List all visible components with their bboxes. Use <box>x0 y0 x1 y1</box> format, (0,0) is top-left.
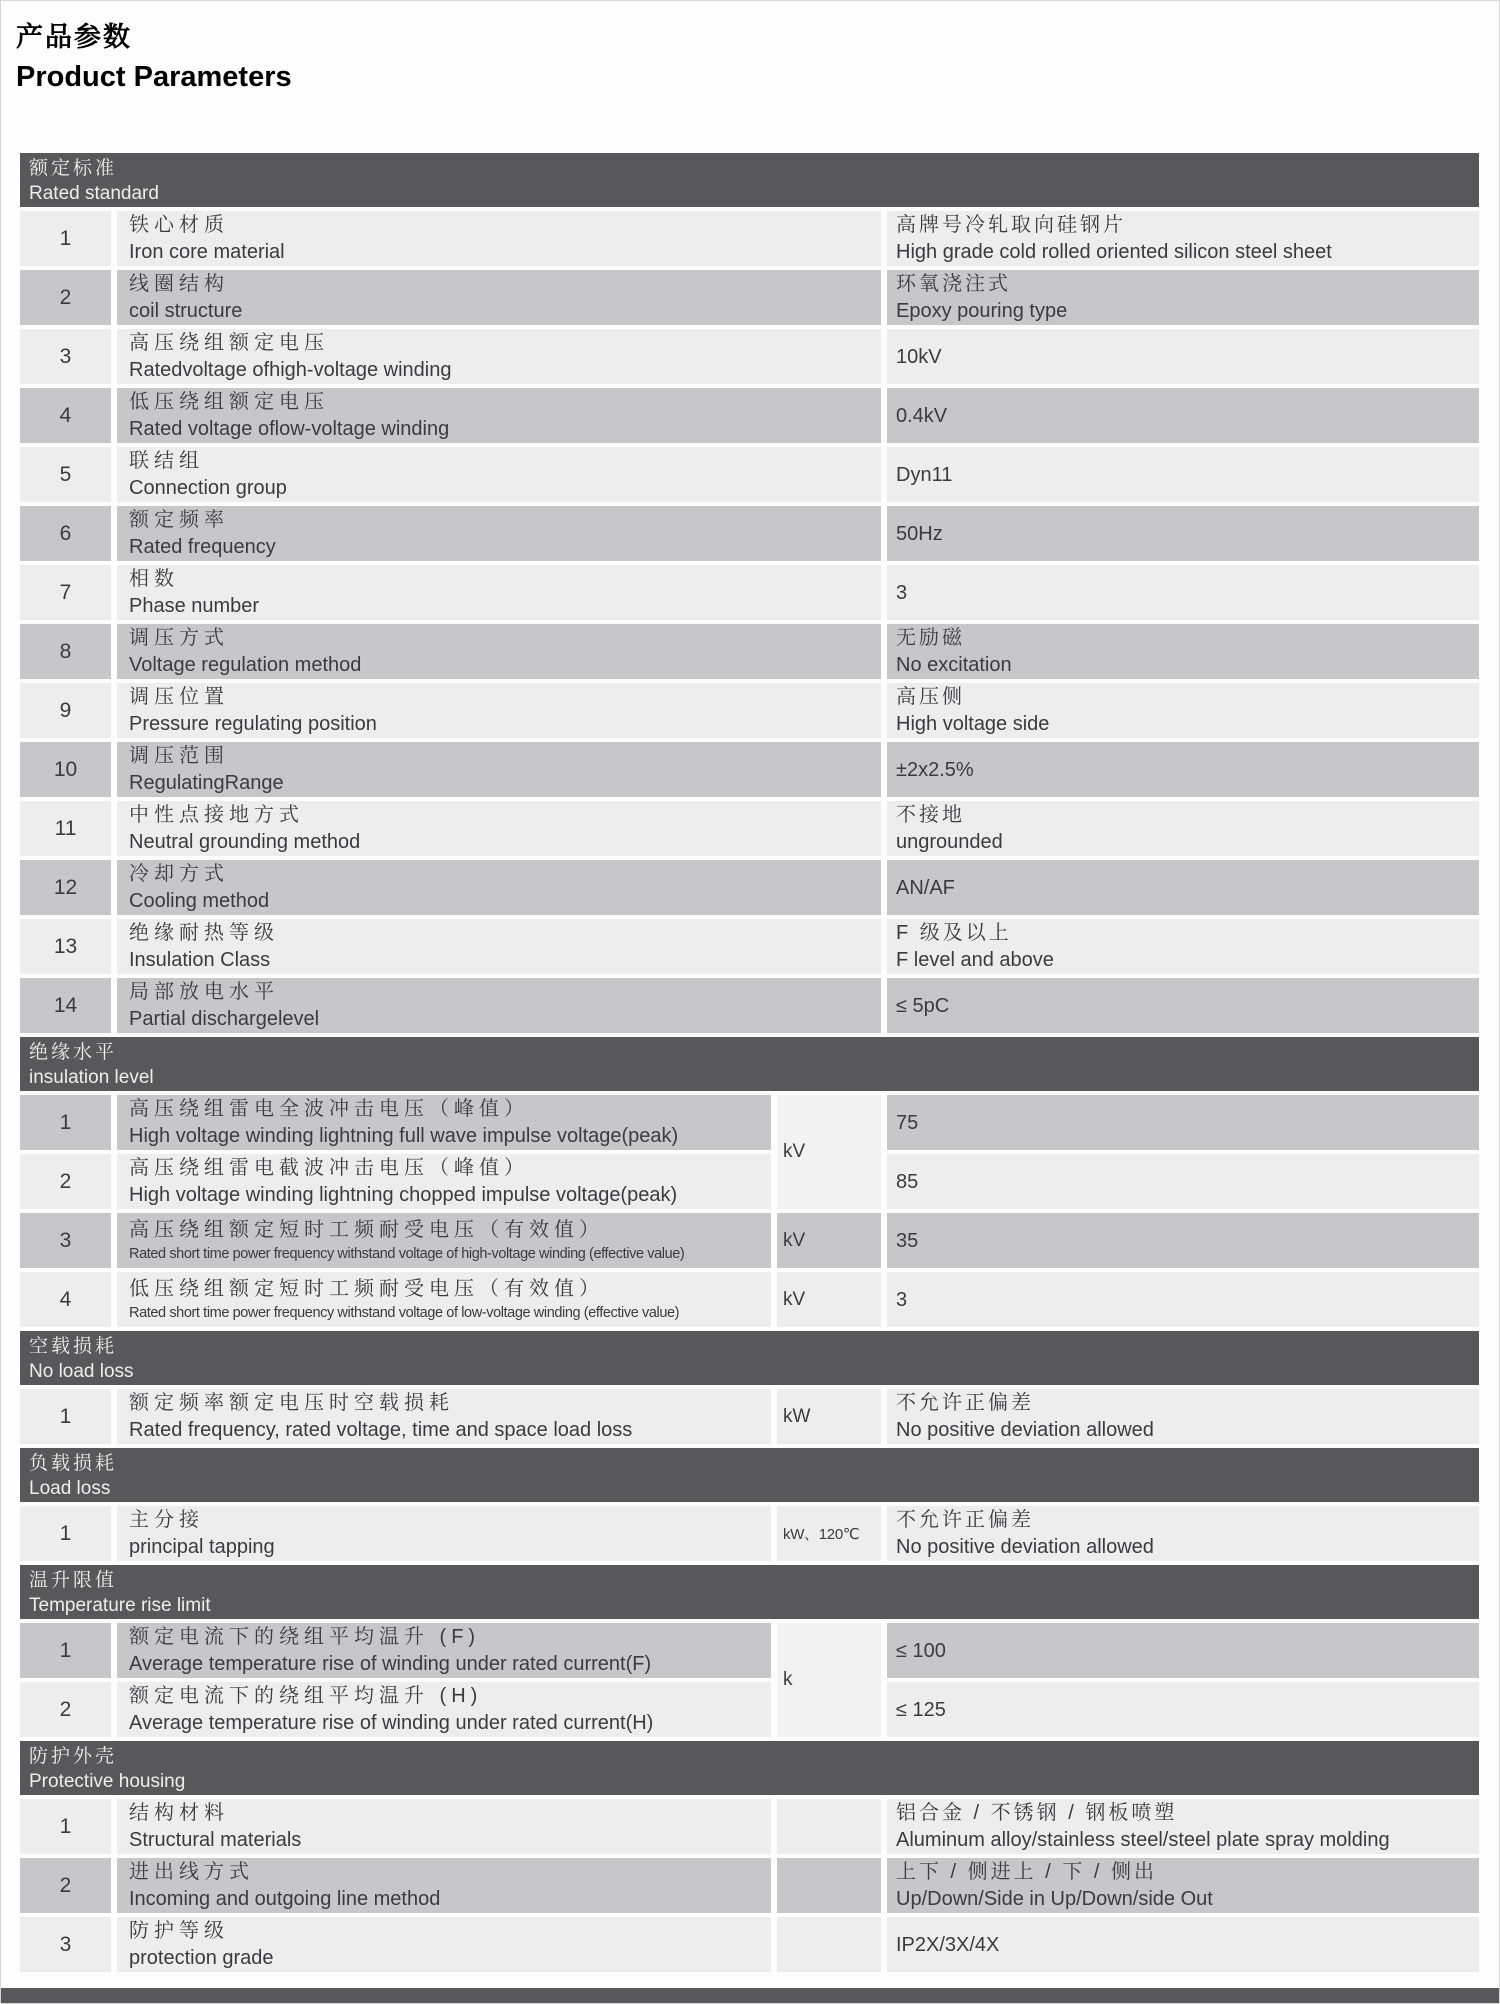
row-label-zh: 主分接 <box>129 1509 204 1531</box>
row-label-zh: 额定频率额定电压时空载损耗 <box>129 1392 454 1414</box>
row-label-en: coil structure <box>129 300 243 322</box>
row-value-line: ≤ 125 <box>896 1698 946 1721</box>
row-value-line: 50Hz <box>896 522 943 545</box>
section-title-en: insulation level <box>29 1067 154 1088</box>
row-number: 1 <box>20 1095 111 1150</box>
row-label-zh: 低压绕组额定电压 <box>129 391 329 413</box>
row-value-line: 35 <box>896 1229 919 1252</box>
row-label-en: Incoming and outgoing line method <box>129 1888 441 1910</box>
unit-cell: kV <box>777 1272 881 1327</box>
row-label-en: Rated short time power frequency withstand voltage of high-voltage winding (effective value) <box>129 1246 685 1262</box>
row-label-en: High voltage winding lightning chopped impulse voltage(peak) <box>129 1184 678 1206</box>
table-row <box>20 1095 771 1150</box>
table-row <box>20 1858 1479 1913</box>
row-number: 13 <box>20 919 111 974</box>
row-value <box>887 270 1479 325</box>
row-label <box>117 1506 771 1561</box>
row-value-line: High grade cold rolled oriented silicon steel sheet <box>896 241 1332 263</box>
row-value <box>887 860 1479 915</box>
merged-pair-left <box>20 1095 771 1209</box>
row-number: 2 <box>20 270 111 325</box>
row-value <box>887 801 1479 856</box>
section-title-en: No load loss <box>29 1361 134 1382</box>
section-title-zh: 空载损耗 <box>29 1336 118 1357</box>
row-label-en: Rated voltage oflow-voltage winding <box>129 418 450 440</box>
row-value <box>887 1506 1479 1561</box>
row-label-en: protection grade <box>129 1947 274 1969</box>
bottom-cutoff-bar <box>1 1988 1499 2003</box>
row-value <box>887 1799 1479 1854</box>
row-label-en: Average temperature rise of winding under rated current(F) <box>129 1653 652 1675</box>
row-label-en: Rated frequency, rated voltage, time and space load loss <box>129 1419 633 1441</box>
row-number: 3 <box>20 1213 111 1268</box>
merged-pair-values <box>887 1623 1479 1737</box>
merged-unit-cell: kV <box>777 1095 881 1209</box>
row-label <box>117 211 881 266</box>
row-value-line: Up/Down/Side in Up/Down/side Out <box>896 1888 1213 1910</box>
unit-cell: kW、120℃ <box>777 1506 881 1561</box>
row-value <box>887 329 1479 384</box>
row-label-en: Neutral grounding method <box>129 831 361 853</box>
unit-cell: kW <box>777 1389 881 1444</box>
table-row <box>20 388 1479 443</box>
row-value-line: F 级及以上 <box>896 922 1012 944</box>
row-value-line: No positive deviation allowed <box>896 1536 1154 1558</box>
row-value <box>887 978 1479 1033</box>
row-value-line: F level and above <box>896 949 1054 971</box>
row-label-en: Average temperature rise of winding under rated current(H) <box>129 1712 654 1734</box>
section-title-en: Temperature rise limit <box>29 1595 211 1616</box>
parameters-table <box>20 153 1479 1976</box>
row-label-en: Rated short time power frequency withstand voltage of low-voltage winding (effective value) <box>129 1305 680 1321</box>
row-number: 1 <box>20 1506 111 1561</box>
row-value <box>887 1682 1479 1737</box>
row-value-line: 10kV <box>896 345 942 368</box>
table-row <box>20 860 1479 915</box>
merged-row-pair <box>20 1095 1479 1209</box>
row-value-line: ≤ 100 <box>896 1639 946 1662</box>
row-label <box>117 1272 771 1327</box>
row-label-en: High voltage winding lightning full wave impulse voltage(peak) <box>129 1125 679 1147</box>
section-header-insulation-level <box>20 1037 1479 1091</box>
page-title-zh: 产品参数 <box>16 22 132 52</box>
row-label <box>117 388 881 443</box>
table-row <box>20 565 1479 620</box>
row-label-zh: 铁心材质 <box>129 214 229 236</box>
row-label-zh: 线圈结构 <box>129 273 229 295</box>
row-label <box>117 683 881 738</box>
row-label-zh: 高压绕组雷电截波冲击电压（峰值） <box>129 1157 529 1179</box>
section-title-en: Rated standard <box>29 183 159 204</box>
table-row <box>20 447 1479 502</box>
table-row <box>20 1799 1479 1854</box>
row-value <box>887 565 1479 620</box>
table-row <box>20 1213 1479 1268</box>
row-label <box>117 1095 771 1150</box>
row-value <box>887 1095 1479 1150</box>
row-label-zh: 额定电流下的绕组平均温升 (F) <box>129 1626 481 1648</box>
row-number: 4 <box>20 1272 111 1327</box>
row-value-line: 75 <box>896 1111 919 1134</box>
table-row <box>20 742 1479 797</box>
row-label-zh: 高压绕组雷电全波冲击电压（峰值） <box>129 1098 529 1120</box>
row-value-line: No positive deviation allowed <box>896 1419 1154 1441</box>
row-value-line: No excitation <box>896 654 1012 676</box>
row-label-en: Partial dischargelevel <box>129 1008 320 1030</box>
row-value-line: 不接地 <box>896 804 965 826</box>
row-label <box>117 506 881 561</box>
row-value <box>887 1213 1479 1268</box>
row-number: 1 <box>20 1623 111 1678</box>
row-value-line: 高压侧 <box>896 686 965 708</box>
merged-pair-left <box>20 1623 771 1737</box>
section-header-load-loss <box>20 1448 1479 1502</box>
row-value-line: Aluminum alloy/stainless steel/steel plate spray molding <box>896 1829 1390 1851</box>
row-label-en: Voltage regulation method <box>129 654 362 676</box>
row-value-line: 无励磁 <box>896 627 965 649</box>
row-number: 9 <box>20 683 111 738</box>
row-value-line: 85 <box>896 1170 919 1193</box>
row-number: 6 <box>20 506 111 561</box>
row-value-line: ≤ 5pC <box>896 994 950 1017</box>
row-label-zh: 中性点接地方式 <box>129 804 304 826</box>
row-value <box>887 919 1479 974</box>
row-number: 1 <box>20 1799 111 1854</box>
table-row <box>20 329 1479 384</box>
table-row <box>20 1623 771 1678</box>
row-label <box>117 270 881 325</box>
row-value <box>887 742 1479 797</box>
section-title-en: Protective housing <box>29 1771 186 1792</box>
row-value-line: High voltage side <box>896 713 1050 735</box>
row-number: 11 <box>20 801 111 856</box>
row-label <box>117 919 881 974</box>
row-label-zh: 调压范围 <box>129 745 229 767</box>
row-label <box>117 1682 771 1737</box>
row-value-line: 铝合金 / 不锈钢 / 钢板喷塑 <box>896 1802 1178 1824</box>
table-row <box>20 270 1479 325</box>
row-value-line: 不允许正偏差 <box>896 1392 1034 1414</box>
section-title-zh: 防护外壳 <box>29 1746 118 1767</box>
section-title-zh: 绝缘水平 <box>29 1042 118 1063</box>
section-header-protective-housing <box>20 1741 1479 1795</box>
row-value <box>887 1272 1479 1327</box>
section-title-zh: 额定标准 <box>29 158 118 179</box>
row-label-en: RegulatingRange <box>129 772 284 794</box>
row-number: 1 <box>20 211 111 266</box>
row-value <box>887 1154 1479 1209</box>
row-label-zh: 高压绕组额定短时工频耐受电压（有效值） <box>129 1219 604 1241</box>
row-label <box>117 1389 771 1444</box>
row-number: 3 <box>20 329 111 384</box>
table-row <box>20 978 1479 1033</box>
row-label-zh: 结构材料 <box>129 1802 229 1824</box>
row-label <box>117 447 881 502</box>
row-label-en: Iron core material <box>129 241 285 263</box>
unit-cell <box>777 1858 881 1913</box>
row-number: 7 <box>20 565 111 620</box>
row-label-en: Structural materials <box>129 1829 302 1851</box>
row-label-zh: 冷却方式 <box>129 863 229 885</box>
row-label-zh: 进出线方式 <box>129 1861 254 1883</box>
row-label <box>117 1213 771 1268</box>
merged-pair-values <box>887 1095 1479 1209</box>
row-number: 2 <box>20 1154 111 1209</box>
table-row <box>20 801 1479 856</box>
row-number: 8 <box>20 624 111 679</box>
page-title-block <box>16 19 292 97</box>
row-label <box>117 1623 771 1678</box>
row-number: 1 <box>20 1389 111 1444</box>
table-row <box>20 624 1479 679</box>
unit-cell <box>777 1917 881 1972</box>
row-value-line: ungrounded <box>896 831 1003 853</box>
row-value-line: Dyn11 <box>896 463 953 486</box>
row-value <box>887 388 1479 443</box>
row-number: 14 <box>20 978 111 1033</box>
row-number: 4 <box>20 388 111 443</box>
row-label <box>117 1858 771 1913</box>
row-value <box>887 1917 1479 1972</box>
section-title-zh: 负载损耗 <box>29 1453 118 1474</box>
row-label-zh: 额定频率 <box>129 509 229 531</box>
row-value-line: Epoxy pouring type <box>896 300 1068 322</box>
row-value-line: 高牌号冷轧取向硅钢片 <box>896 214 1126 236</box>
table-row <box>20 919 1479 974</box>
row-value-line: 上下 / 侧进上 / 下 / 侧出 <box>896 1861 1158 1883</box>
row-label <box>117 742 881 797</box>
row-label-en: principal tapping <box>129 1536 275 1558</box>
row-number: 3 <box>20 1917 111 1972</box>
row-value-line: IP2X/3X/4X <box>896 1933 1000 1956</box>
row-label-zh: 绝缘耐热等级 <box>129 922 279 944</box>
row-value-line: AN/AF <box>896 876 955 899</box>
row-label-zh: 联结组 <box>129 450 204 472</box>
row-number: 2 <box>20 1682 111 1737</box>
table-row <box>20 1154 771 1209</box>
page-title-en: Product Parameters <box>16 61 292 93</box>
row-value <box>887 447 1479 502</box>
row-label <box>117 978 881 1033</box>
row-label-zh: 额定电流下的绕组平均温升 (H) <box>129 1685 483 1707</box>
section-title-en: Load loss <box>29 1478 111 1499</box>
row-label <box>117 801 881 856</box>
row-label <box>117 1799 771 1854</box>
row-label-zh: 局部放电水平 <box>129 981 279 1003</box>
row-number: 5 <box>20 447 111 502</box>
section-title-zh: 温升限值 <box>29 1570 118 1591</box>
row-label-en: Cooling method <box>129 890 270 912</box>
row-value <box>887 1389 1479 1444</box>
table-row <box>20 1506 1479 1561</box>
row-label <box>117 1917 771 1972</box>
table-row <box>20 1682 771 1737</box>
section-header-temperature-rise-limit <box>20 1565 1479 1619</box>
row-value <box>887 506 1479 561</box>
table-row <box>20 1272 1479 1327</box>
row-value <box>887 1858 1479 1913</box>
row-number: 2 <box>20 1858 111 1913</box>
row-value-line: 0.4kV <box>896 404 948 427</box>
row-value <box>887 624 1479 679</box>
row-label-zh: 高压绕组额定电压 <box>129 332 329 354</box>
unit-cell: kV <box>777 1213 881 1268</box>
row-number: 10 <box>20 742 111 797</box>
table-row <box>20 211 1479 266</box>
row-value-line: 3 <box>896 581 908 604</box>
row-value-line: 3 <box>896 1288 908 1311</box>
section-header-no-load-loss <box>20 1331 1479 1385</box>
merged-row-pair <box>20 1623 1479 1737</box>
row-label-en: Pressure regulating position <box>129 713 377 735</box>
row-value-line: 不允许正偏差 <box>896 1509 1034 1531</box>
row-label-en: Ratedvoltage ofhigh-voltage winding <box>129 359 452 381</box>
row-label <box>117 1154 771 1209</box>
row-number: 12 <box>20 860 111 915</box>
unit-cell <box>777 1799 881 1854</box>
row-label-en: Phase number <box>129 595 260 617</box>
row-label <box>117 329 881 384</box>
merged-unit-cell: k <box>777 1623 881 1737</box>
section-header-rated-standard <box>20 153 1479 207</box>
row-value-line: ±2x2.5% <box>896 758 974 781</box>
row-label <box>117 860 881 915</box>
row-label-en: Insulation Class <box>129 949 271 971</box>
row-value <box>887 1623 1479 1678</box>
row-label-zh: 相数 <box>129 568 179 590</box>
row-label-en: Connection group <box>129 477 287 499</box>
row-label-zh: 调压方式 <box>129 627 229 649</box>
table-row <box>20 1917 1479 1972</box>
table-row <box>20 1389 1479 1444</box>
table-row <box>20 683 1479 738</box>
row-value-line: 环氧浇注式 <box>896 273 1011 295</box>
row-label <box>117 565 881 620</box>
row-label-zh: 调压位置 <box>129 686 229 708</box>
row-label-en: Rated frequency <box>129 536 276 558</box>
row-value <box>887 211 1479 266</box>
row-value <box>887 683 1479 738</box>
table-row <box>20 506 1479 561</box>
row-label <box>117 624 881 679</box>
row-label-zh: 低压绕组额定短时工频耐受电压（有效值） <box>129 1278 604 1300</box>
row-label-zh: 防护等级 <box>129 1920 229 1942</box>
